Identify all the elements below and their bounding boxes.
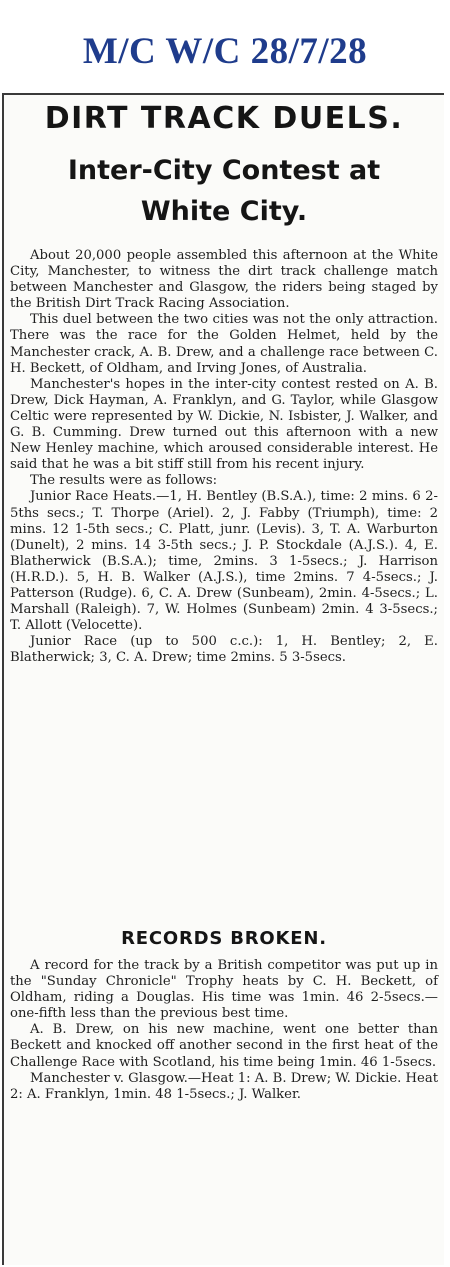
paragraph-results-intro: The results were as follows: (30, 473, 218, 489)
column-rule-top (2, 93, 444, 95)
paragraph-record: A record for the track by a British competitor was put up in the "Sunday Chronicle" Trophy heats by C. H. Beckett, of Oldham, riding a Douglas. His time was 1min. 46 2-5secs.—one-fifth less than the previous best time. (10, 958, 438, 1022)
paragraph-junior-final: Junior Race (up to 500 c.c.): 1, H. Bentley; 2, E. Blatherwick; 3, C. A. Drew; time 2mins. 5 3-5secs. (10, 634, 438, 666)
article-body-part1 (10, 248, 438, 666)
paragraph-junior-heats: Junior Race Heats.—1, H. Bentley (B.S.A.), time: 2 mins. 6 2-5ths secs.; T. Thorpe (Ariel). 2, J. Fabby (Triumph), time: 2 mins. 12 1-5th secs.; C. Platt, junr. (Levis). 3, T. A. Warburton (Dunelt), 2 mins. 14 3-5th secs.; J. P. Stockdale (A.J.S.). 4, E. Blatherwick (B.S.A.); time, 2mins. 3 1-5secs.; J. Harrison (H.R.D.). 5, H. B. Walker (A.J.S.), time 2mins. 7 4-5secs.; J. Patterson (Rudge). 6, C. A. Drew (Sunbeam), 2min. 4-5secs.; L. Marshall (Raleigh). 7, W. Holmes (Sunbeam) 2min. 4 3-5secs.; T. Allott (Velocette). (10, 489, 438, 634)
section-crosshead: RECORDS BROKEN. (121, 928, 327, 949)
article-body-part2 (10, 958, 438, 1103)
paragraph-heats: Manchester v. Glasgow.—Heat 1: A. B. Drew; W. Dickie. Heat 2: A. Franklyn, 1min. 48 1-5secs.; J. Walker. (10, 1070, 438, 1102)
paragraph-drew-record: A. B. Drew, on his new machine, went one better than Beckett and knocked off another second in the first heat of the Challenge Race with Scotland, his time being 1min. 46 1-5secs. (10, 1022, 438, 1070)
column-rule-left (2, 95, 4, 1265)
paragraph-riders: Manchester's hopes in the inter-city contest rested on A. B. Drew, Dick Hayman, A. Franklyn, and G. Taylor, while Glasgow Celtic were represented by W. Dickie, N. Isbister, J. Walker, and G. B. Cumming. Drew turned out this afternoon with a new New Henley machine, which aroused considerable interest. He said that he was a bit stiff still from his recent injury. (10, 376, 438, 473)
article-headline: DIRT TRACK DUELS. (44, 101, 404, 136)
article-subheadline-line2: White City. (140, 196, 308, 227)
archive-caption: M/C W/C 28/7/28 (82, 31, 368, 72)
paragraph-intro: About 20,000 people assembled this afternoon at the White City, Manchester, to witness the dirt track challenge match between Manchester and Glasgow, the riders being staged by the British Dirt Track Racing Association. (10, 248, 438, 312)
article-subheadline-line1: Inter-City Contest at (67, 155, 381, 186)
paragraph-duel: This duel between the two cities was not the only attraction. There was the race for the Golden Helmet, held by the Manchester crack, A. B. Drew, and a challenge race between C. H. Beckett, of Oldham, and Irving Jones, of Australia. (10, 312, 438, 376)
